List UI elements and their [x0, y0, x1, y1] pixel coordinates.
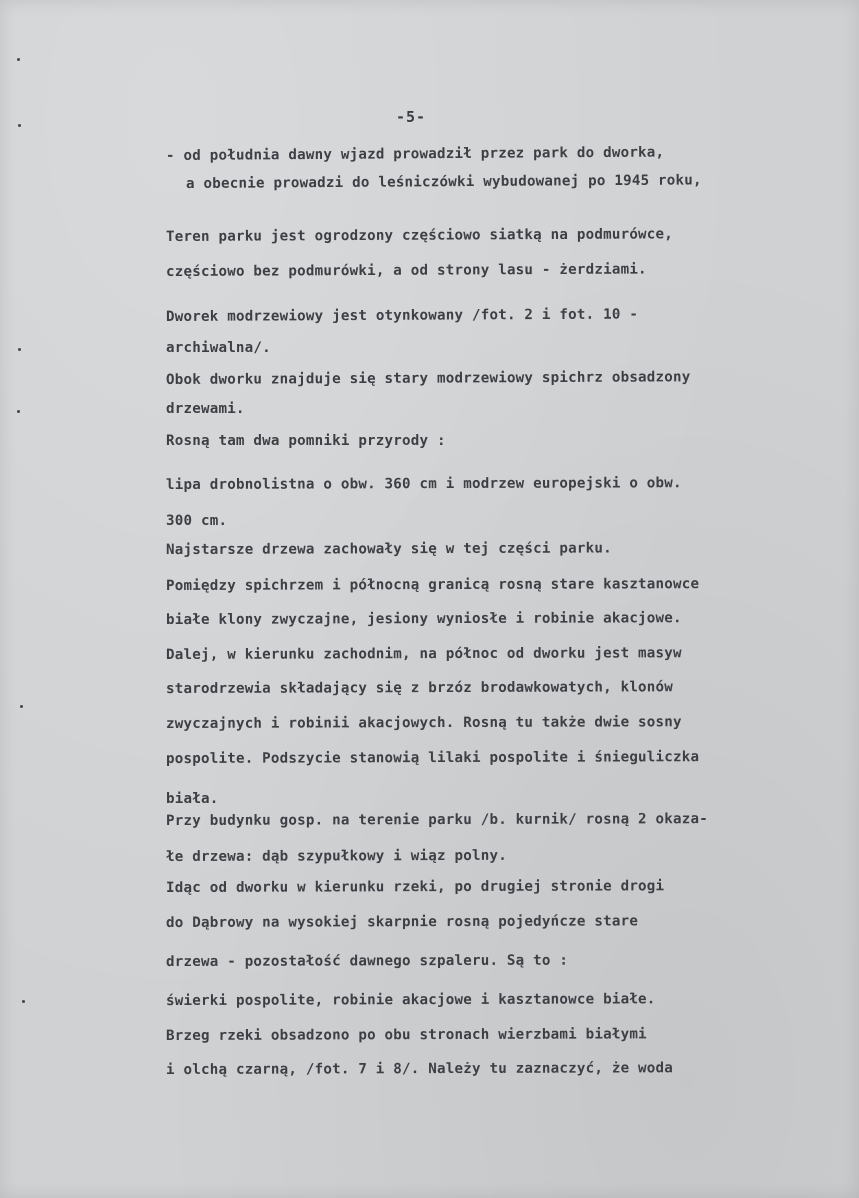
text-line: i olchą czarną, /fot. 7 i 8/. Należy tu zaznaczyć, że woda [165, 1060, 674, 1078]
text-line: Pomiędzy spichrzem i północną granicą rosną stare kasztanowce [165, 576, 700, 594]
binder-hole-mark [17, 58, 20, 61]
text-line: archiwalna/. [166, 340, 271, 356]
text-line: biała. [166, 791, 219, 807]
text-line: Teren parku jest ogrodzony częściowo siatką na podmurówce, [165, 226, 674, 245]
text-line: Obok dworku znajduje się stary modrzewiowy spichrz obsadzony [165, 369, 691, 388]
binder-hole-mark [18, 348, 21, 351]
binder-hole-mark [17, 410, 20, 413]
text-line: drzewa - pozostałość dawnego szpaleru. Są to : [165, 952, 569, 970]
text-line: Przy budynku gosp. na terenie parku /b. kurnik/ rosną 2 okaza- [165, 811, 709, 829]
text-line: świerki pospolite, robinie akacjowe i kasztanowce białe. [165, 991, 656, 1009]
text-line: 300 cm. [166, 513, 228, 529]
text-line: łe drzewa: dąb szypułkowy i wiąz polny. [165, 847, 507, 865]
text-line: starodrzewia składający się z brzóz brodawkowatych, klonów [165, 679, 674, 697]
text-line: - od południa dawny wjazd prowadził przez park do dworka, [165, 144, 665, 164]
text-line: zwyczajnych i robinii akacjowych. Rosną tu także dwie sosny [165, 714, 682, 732]
text-line: Dalej, w kierunku zachodnim, na północ od dworku jest masyw [165, 645, 682, 663]
text-line: Najstarsze drzewa zachowały się w tej części parku. [165, 540, 612, 558]
text-line: białe klony zwyczajne, jesiony wyniosłe i robinie akacjowe. [165, 610, 682, 628]
text-line: Rosną tam dwa pomniki przyrody : [166, 433, 446, 449]
text-line: częściowo bez podmurówki, a od strony lasu - żerdziami. [165, 261, 647, 280]
text-line: Brzeg rzeki obsadzono po obu stronach wierzbami białymi [165, 1026, 647, 1044]
text-line: a obecnie prowadzi do leśniczówki wybudowanej po 1945 roku, [185, 172, 702, 192]
binder-hole-mark [20, 705, 23, 708]
text-line: drzewami. [166, 401, 245, 417]
text-line: do Dąbrowy na wysokiej skarpnie rosną pojedyńcze stare [165, 913, 639, 931]
text-line: Idąc od dworku w kierunku rzeki, po drugiej stronie drogi [165, 878, 665, 896]
text-line: Dworek modrzewiowy jest otynkowany /fot. 2 i fot. 10 - [165, 306, 639, 325]
page-number: -5- [396, 108, 427, 126]
binder-hole-mark [22, 1000, 25, 1003]
text-line: lipa drobnolistna o obw. 360 cm i modrzew europejski o obw. [165, 475, 682, 493]
text-line: pospolite. Podszycie stanowią lilaki pospolite i śnieguliczka [165, 749, 700, 767]
binder-hole-mark [18, 124, 21, 127]
